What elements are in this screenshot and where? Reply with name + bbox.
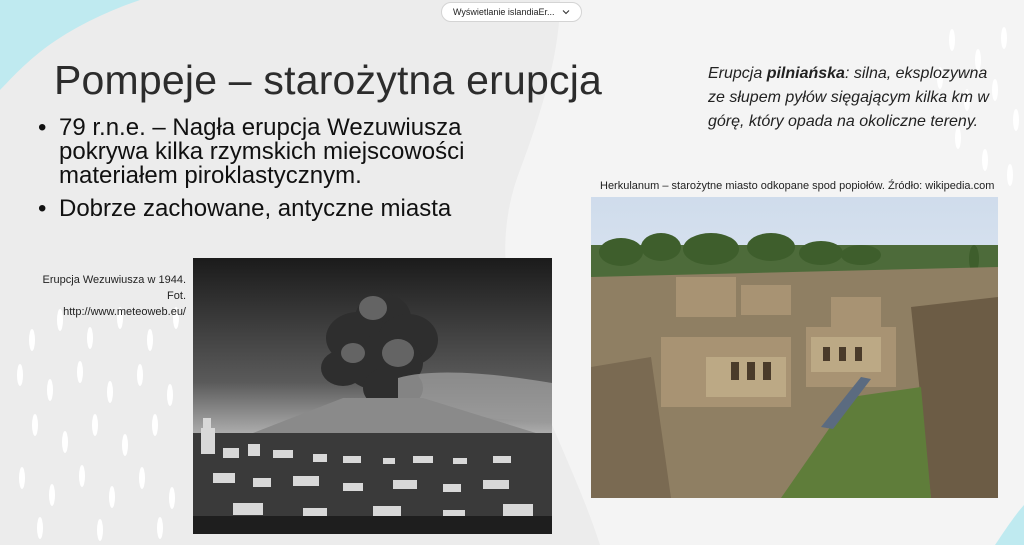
eruption-note [708,62,1008,134]
herculaneum-photo [591,197,998,498]
note-bold: pilniańska [766,65,845,82]
vesuvius-eruption-photo [193,258,552,534]
bullet-dot-icon: • [38,195,47,222]
bullet-text: 79 r.n.e. – Nagła erupcja Wezuwiusza pokrywa kilka rzymskich miejscowości materiałem piroklastycznym. [59,114,465,189]
note-suffix: : silna, eksplozywna ze słupem pyłów sięgającym kilka km w górę, który opada na okoliczne tereny. [708,65,989,130]
note-prefix: Erupcja [708,65,767,82]
caption-line: Erupcja Wezuwiusza w 1944. [42,274,186,286]
chevron-down-icon [562,8,570,16]
bullet-item [34,116,534,188]
bullet-dot-icon: • [38,114,47,141]
herculaneum-photo-caption: Herkulanum – starożytne miasto odkopane spod popiołów. Źródło: wikipedia.com [600,180,995,192]
bullet-item [34,197,534,221]
view-mode-dropdown[interactable] [441,2,582,22]
caption-line: Fot. [167,290,186,302]
bullet-text: Dobrze zachowane, antyczne miasta [59,195,452,222]
vesuvius-photo-caption [20,272,186,320]
view-mode-label: Wyświetlanie islandiaEr... [453,7,555,17]
bullet-list [34,116,534,230]
caption-line: http://www.meteoweb.eu/ [63,306,186,318]
slide-title: Pompeje – starożytna erupcja [54,57,603,103]
